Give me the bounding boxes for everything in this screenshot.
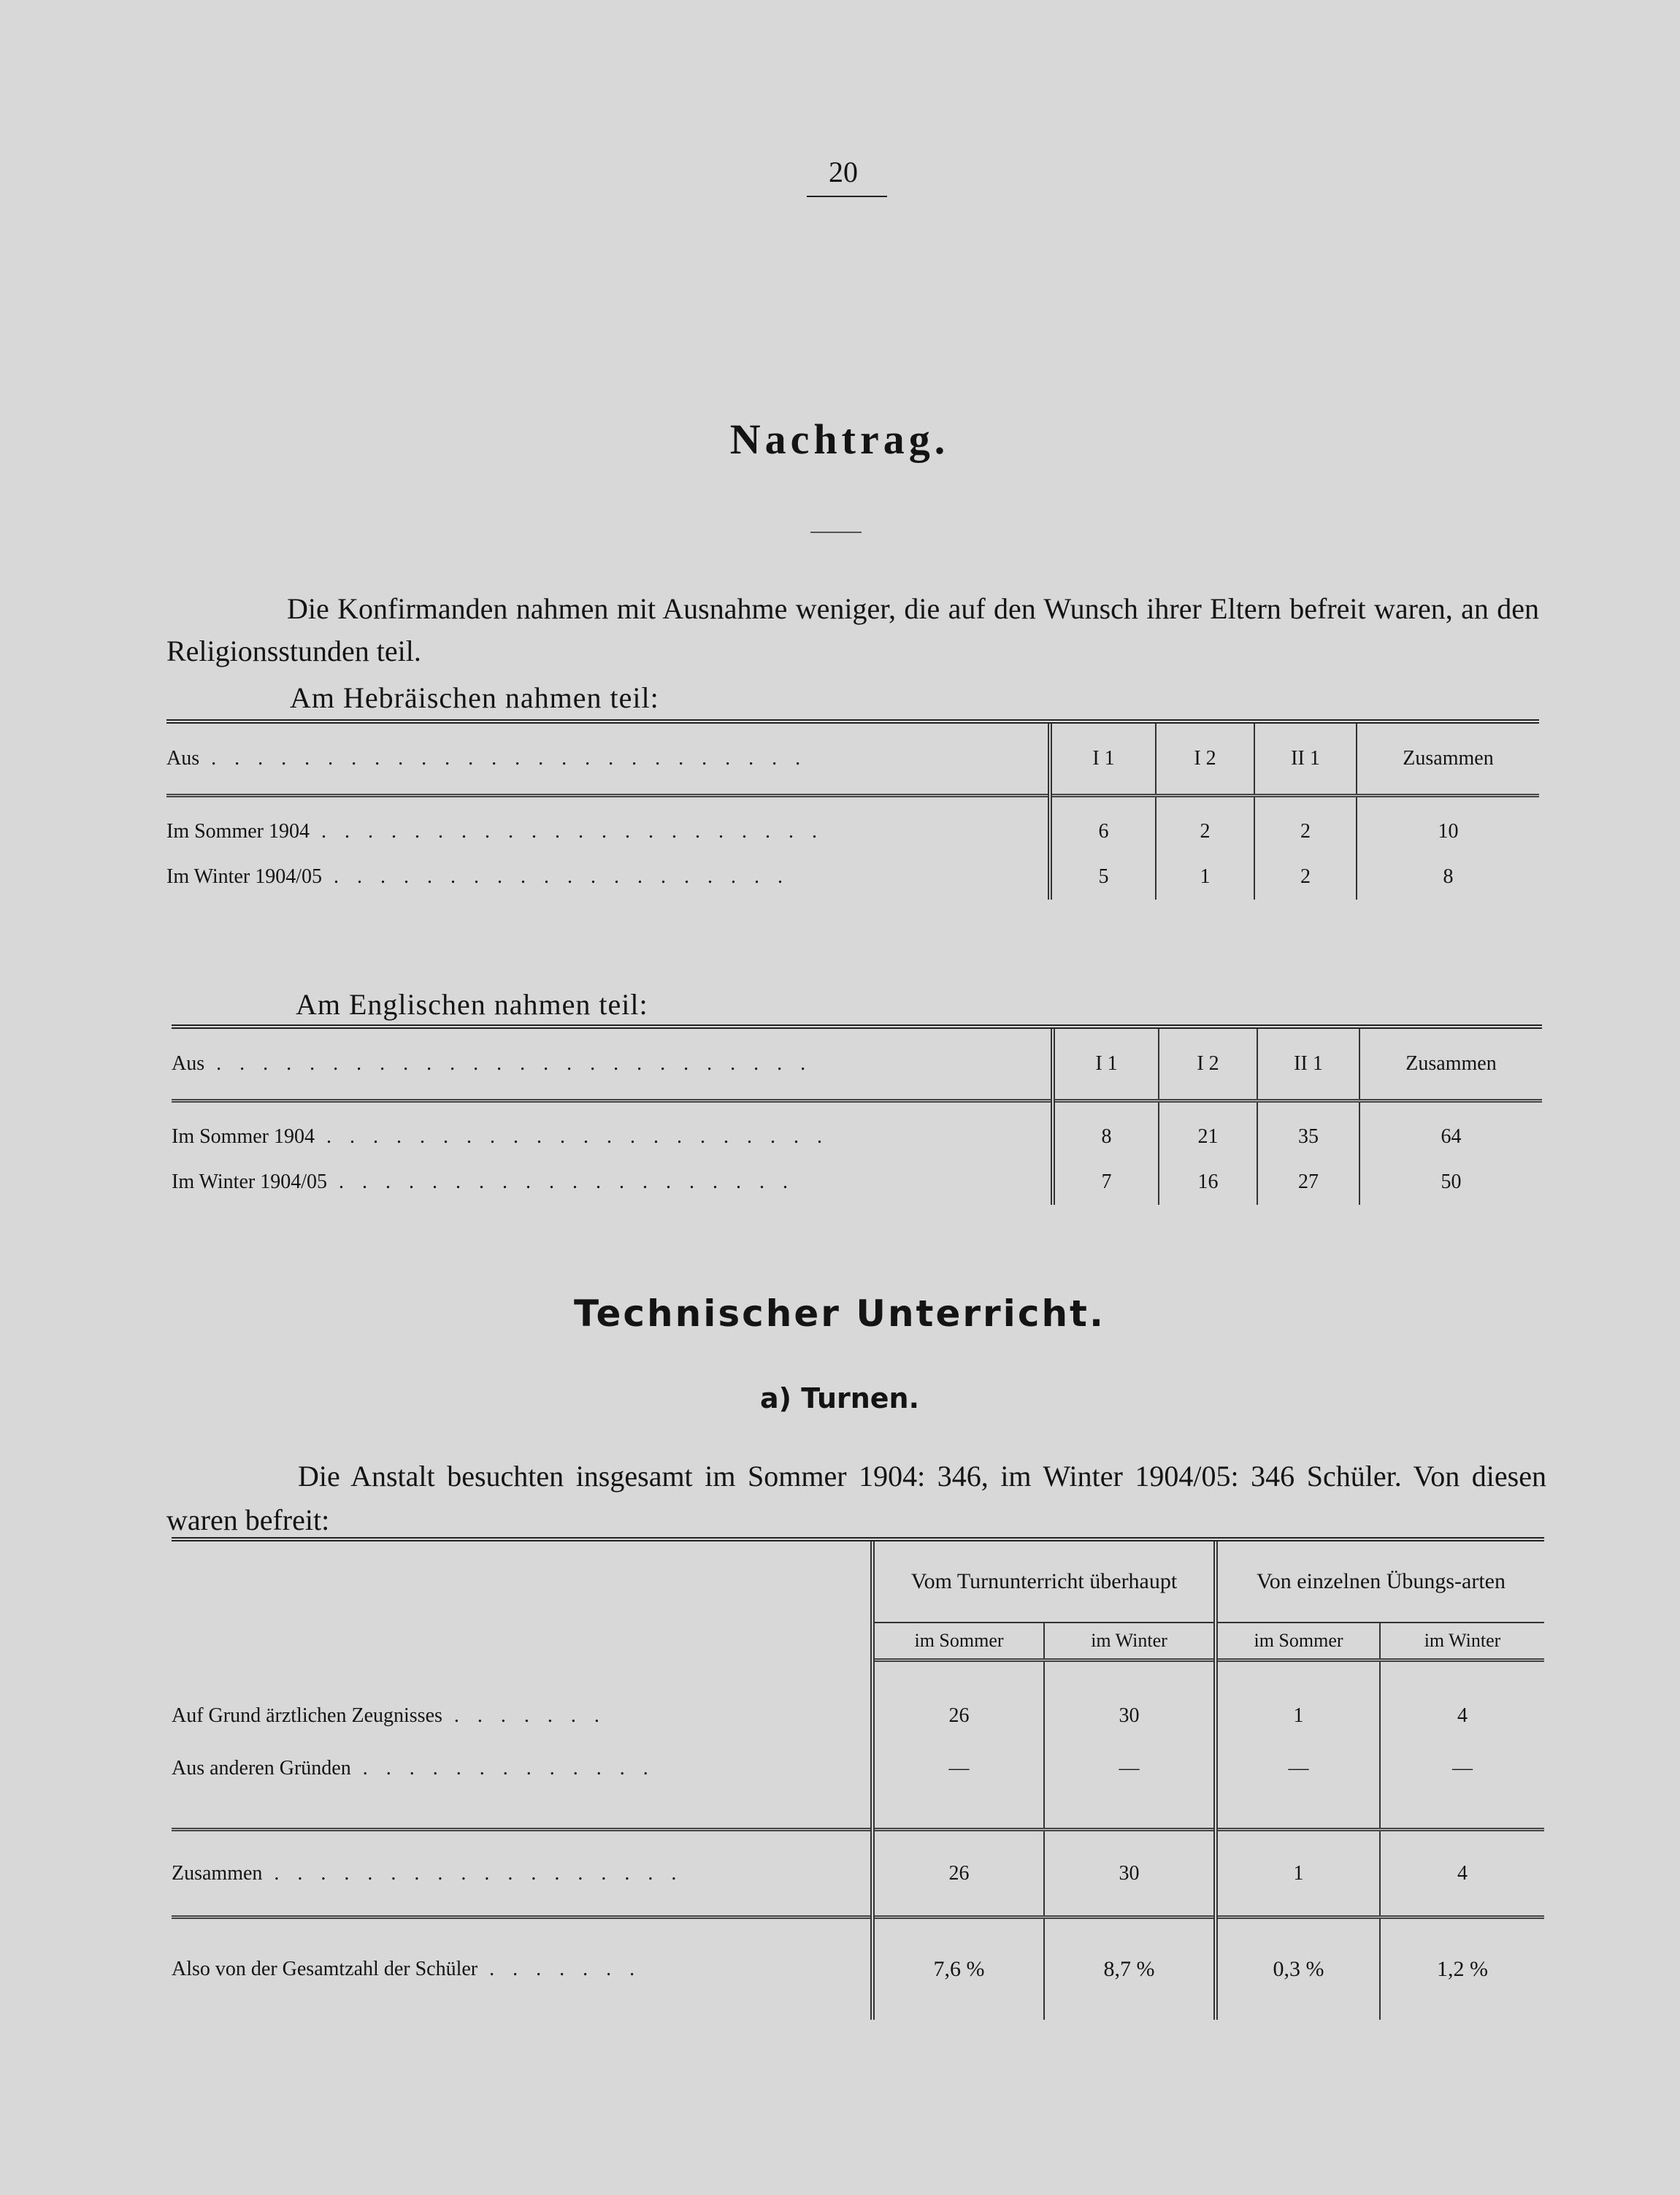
cell-zusammen: 10 <box>1357 809 1539 854</box>
cell-zusammen: 50 <box>1359 1160 1542 1205</box>
header-col-ii1: II 1 <box>1254 721 1357 796</box>
header-col-zusammen: Zusammen <box>1357 721 1539 796</box>
percent-label: Also von der Gesamtzahl der Schüler <box>172 1957 478 1980</box>
cell-sommer-1: — <box>872 1742 1044 1795</box>
table-percent-row: Also von der Gesamtzahl der Schüler . . . . . . . 7,6 % 8,7 % 0,3 % 1,2 % <box>172 1918 1544 2020</box>
hebrew-lead: Am Hebräischen nahmen teil: <box>290 681 659 714</box>
header-aus: Aus <box>166 747 200 770</box>
sum-sommer-2: 1 <box>1216 1830 1380 1918</box>
cell-sommer-1: 26 <box>872 1690 1044 1742</box>
cell-i2: 16 <box>1159 1160 1257 1205</box>
cell-i2: 1 <box>1156 854 1254 900</box>
header-winter-2: im Winter <box>1380 1623 1544 1660</box>
cell-ii1: 2 <box>1254 809 1357 854</box>
table-group-header-row <box>172 1539 1544 1623</box>
table-row: Aus anderen Gründen . . . . . . . . . . . . . — — — — <box>172 1742 1544 1795</box>
cell-ii1: 2 <box>1254 854 1357 900</box>
table-header-row <box>166 721 1539 796</box>
turnen-heading: a) Turnen. <box>759 1382 920 1414</box>
percent-winter-2: 1,2 % <box>1380 1918 1544 2020</box>
turnen-paragraph: Die Anstalt besuchten insgesamt im Sommer 1904: 346, im Winter 1904/05: 346 Schüler. Von diesen waren befreit: <box>166 1460 1546 1536</box>
cell-ii1: 27 <box>1257 1160 1359 1205</box>
cell-i1: 6 <box>1050 809 1156 854</box>
percent-winter-1: 8,7 % <box>1044 1918 1216 2020</box>
header-col-i1: I 1 <box>1053 1027 1159 1101</box>
cell-ii1: 35 <box>1257 1114 1359 1160</box>
table-row: Im Sommer 1904 . . . . . . . . . . . . . . . . . . . . . . 6 2 2 10 <box>166 809 1539 854</box>
header-sommer-2: im Sommer <box>1216 1623 1380 1660</box>
cell-winter-1: 30 <box>1044 1690 1216 1742</box>
percent-sommer-1: 7,6 % <box>872 1918 1044 2020</box>
row-label: Auf Grund ärztlichen Zeugnisses <box>172 1704 442 1727</box>
page-number: 20 <box>829 156 858 188</box>
header-col-ii1: II 1 <box>1257 1027 1359 1101</box>
row-label: Im Winter 1904/05 <box>166 865 322 888</box>
table-sum-row: Zusammen . . . . . . . . . . . . . . . . . . 26 30 1 4 <box>172 1830 1544 1918</box>
sum-label: Zusammen <box>172 1861 263 1885</box>
cell-i2: 2 <box>1156 809 1254 854</box>
table-row: Auf Grund ärztlichen Zeugnisses . . . . . . . 26 30 1 4 <box>172 1690 1544 1742</box>
cell-i1: 7 <box>1053 1160 1159 1205</box>
header-col-zusammen: Zusammen <box>1359 1027 1542 1101</box>
table-header-row <box>172 1027 1542 1101</box>
cell-zusammen: 8 <box>1357 854 1539 900</box>
table-row: Im Sommer 1904 . . . . . . . . . . . . . . . . . . . . . . 8 21 35 64 <box>172 1114 1542 1160</box>
table-row: Im Winter 1904/05 . . . . . . . . . . . . . . . . . . . . 5 1 2 8 <box>166 854 1539 900</box>
nachtrag-rule <box>810 532 862 533</box>
header-aus: Aus <box>172 1052 205 1075</box>
cell-winter-2: — <box>1380 1742 1544 1795</box>
header-winter-1: im Winter <box>1044 1623 1216 1660</box>
row-label: Im Sommer 1904 <box>166 820 310 843</box>
row-label: Aus anderen Gründen <box>172 1756 351 1780</box>
header-label: Aus . . . . . . . . . . . . . . . . . . . . . . . . . . <box>166 721 1050 796</box>
cell-sommer-2: — <box>1216 1742 1380 1795</box>
header-group-turnunterricht: Vom Turnunterricht überhaupt <box>872 1539 1216 1623</box>
percent-sommer-2: 0,3 % <box>1216 1918 1380 2020</box>
turnen-table <box>172 1537 1544 2020</box>
cell-zusammen: 64 <box>1359 1114 1542 1160</box>
sum-sommer-1: 26 <box>872 1830 1044 1918</box>
row-label: Im Sommer 1904 <box>172 1125 315 1148</box>
cell-sommer-2: 1 <box>1216 1690 1380 1742</box>
header-label: Aus . . . . . . . . . . . . . . . . . . . . . . . . . . <box>172 1027 1053 1101</box>
cell-winter-1: — <box>1044 1742 1216 1795</box>
english-lead: Am Englischen nahmen teil: <box>296 988 648 1021</box>
hebrew-table <box>166 719 1539 900</box>
english-table <box>172 1024 1542 1205</box>
sum-winter-2: 4 <box>1380 1830 1544 1918</box>
header-group-uebungsarten: Von einzelnen Übungs-arten <box>1216 1539 1544 1623</box>
technical-heading: Technischer Unterricht. <box>574 1292 1105 1335</box>
show-through-text <box>168 241 1526 533</box>
cell-i1: 8 <box>1053 1114 1159 1160</box>
header-empty <box>172 1539 872 1660</box>
header-sommer-1: im Sommer <box>872 1623 1044 1660</box>
header-col-i2: I 2 <box>1156 721 1254 796</box>
page-number-underline <box>807 196 887 197</box>
cell-i1: 5 <box>1050 854 1156 900</box>
header-col-i2: I 2 <box>1159 1027 1257 1101</box>
row-label: Im Winter 1904/05 <box>172 1171 327 1193</box>
nachtrag-paragraph: Die Konfirmanden nahmen mit Ausnahme weniger, die auf den Wunsch ihrer Eltern befreit waren, an den Religionsstunden teil. <box>166 592 1539 667</box>
header-col-i1: I 1 <box>1050 721 1156 796</box>
cell-i2: 21 <box>1159 1114 1257 1160</box>
sum-winter-1: 30 <box>1044 1830 1216 1918</box>
cell-winter-2: 4 <box>1380 1690 1544 1742</box>
table-row: Im Winter 1904/05 . . . . . . . . . . . . . . . . . . . . 7 16 27 50 <box>172 1160 1542 1205</box>
nachtrag-heading: Nachtrag. <box>729 415 950 463</box>
